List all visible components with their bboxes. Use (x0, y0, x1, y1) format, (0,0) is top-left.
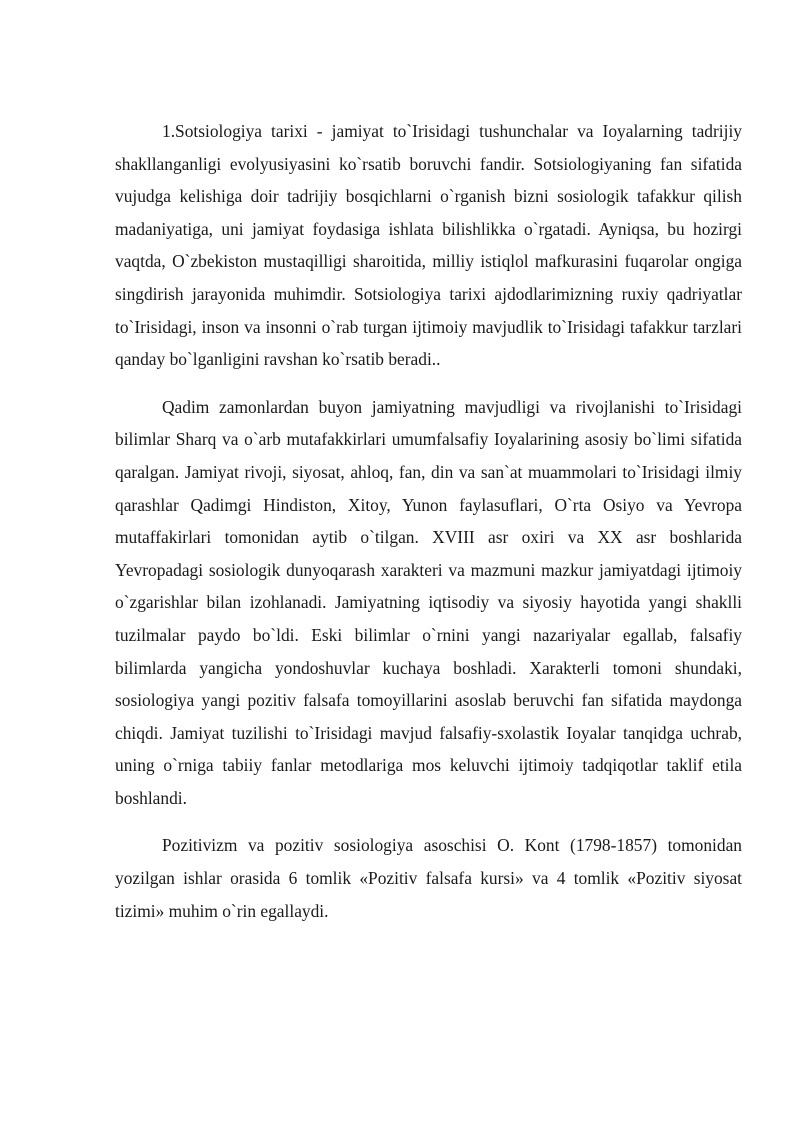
paragraph-3: Pozitivizm va pozitiv sosiologiya asoschisi O. Kont (1798-1857) tomonidan yozilgan ishlar orasida 6 tomlik «Pozitiv falsafa kursi» va 4 tomlik «Pozitiv siyosat tizimi» muhim o`rin egallaydi. (115, 835, 742, 921)
paragraph-1: 1.Sotsiologiya tarixi - jamiyat to`Irisidagi tushunchalar va Ioyalarning tadrijiy shakllanganligi evolyusiyasini ko`rsatib boruvchi fandir. Sotsiologiyaning fan sifatida vujudga kelishiga doir tadrijiy bosqichlarni o`rganish bizni sosiologik tafakkur qilish madaniyatiga, uni jamiyat foydasiga ishlata bilishlikka o`rgatadi. Ayniqsa, bu hozirgi vaqtda, O`zbekiston mustaqilligi sharoitida, milliy istiqlol mafkurasini fuqarolar ongiga singdirish jarayonida muhimdir. Sotsiologiya tarixi ajdodlarimizning ruxiy qadriyatlar to`Irisidagi, inson va insonni o`rab turgan ijtimoiy mavjudlik to`Irisidagi tafakkur tarzlari qanday bo`lganligini ravshan ko`rsatib beradi.. (115, 121, 742, 370)
paragraph-2: Qadim zamonlardan buyon jamiyatning mavjudligi va rivojlanishi to`Irisidagi bilimlar Sharq va o`arb mutafakkirlari umumfalsafiy Ioyalarining asosiy bo`limi sifatida qaralgan. Jamiyat rivoji, siyosat, ahloq, fan, din va san`at muammolari to`Irisidagi ilmiy qarashlar Qadimgi Hindiston, Xitoy, Yunon faylasuflari, O`rta Osiyo va Yevropa mutaffakirlari tomonidan aytib o`tilgan. XVIII asr oxiri va XX asr boshlarida Yevropadagi sosiologik dunyoqarash xarakteri va mazmuni mazkur jamiyatdagi ijtimoiy o`zgarishlar bilan izohlanadi. Jamiyatning iqtisodiy va siyosiy hayotida yangi shaklli tuzilmalar paydo bo`ldi. Eski bilimlar o`rnini yangi nazariyalar egallab, falsafiy bilimlarda yangicha yondoshuvlar kuchaya boshladi. Xarakterli tomoni shundaki, sosiologiya yangi pozitiv falsafa tomoyillarini asoslab beruvchi fan sifatida maydonga chiqdi. Jamiyat tuzilishi to`Irisidagi mavjud falsafiy-sxolastik Ioyalar tanqidga uchrab, uning o`rniga tabiiy fanlar metodlariga mos keluvchi ijtimoiy tadqiqotlar taklif etila boshlandi. (115, 396, 742, 808)
document-body (115, 115, 742, 942)
